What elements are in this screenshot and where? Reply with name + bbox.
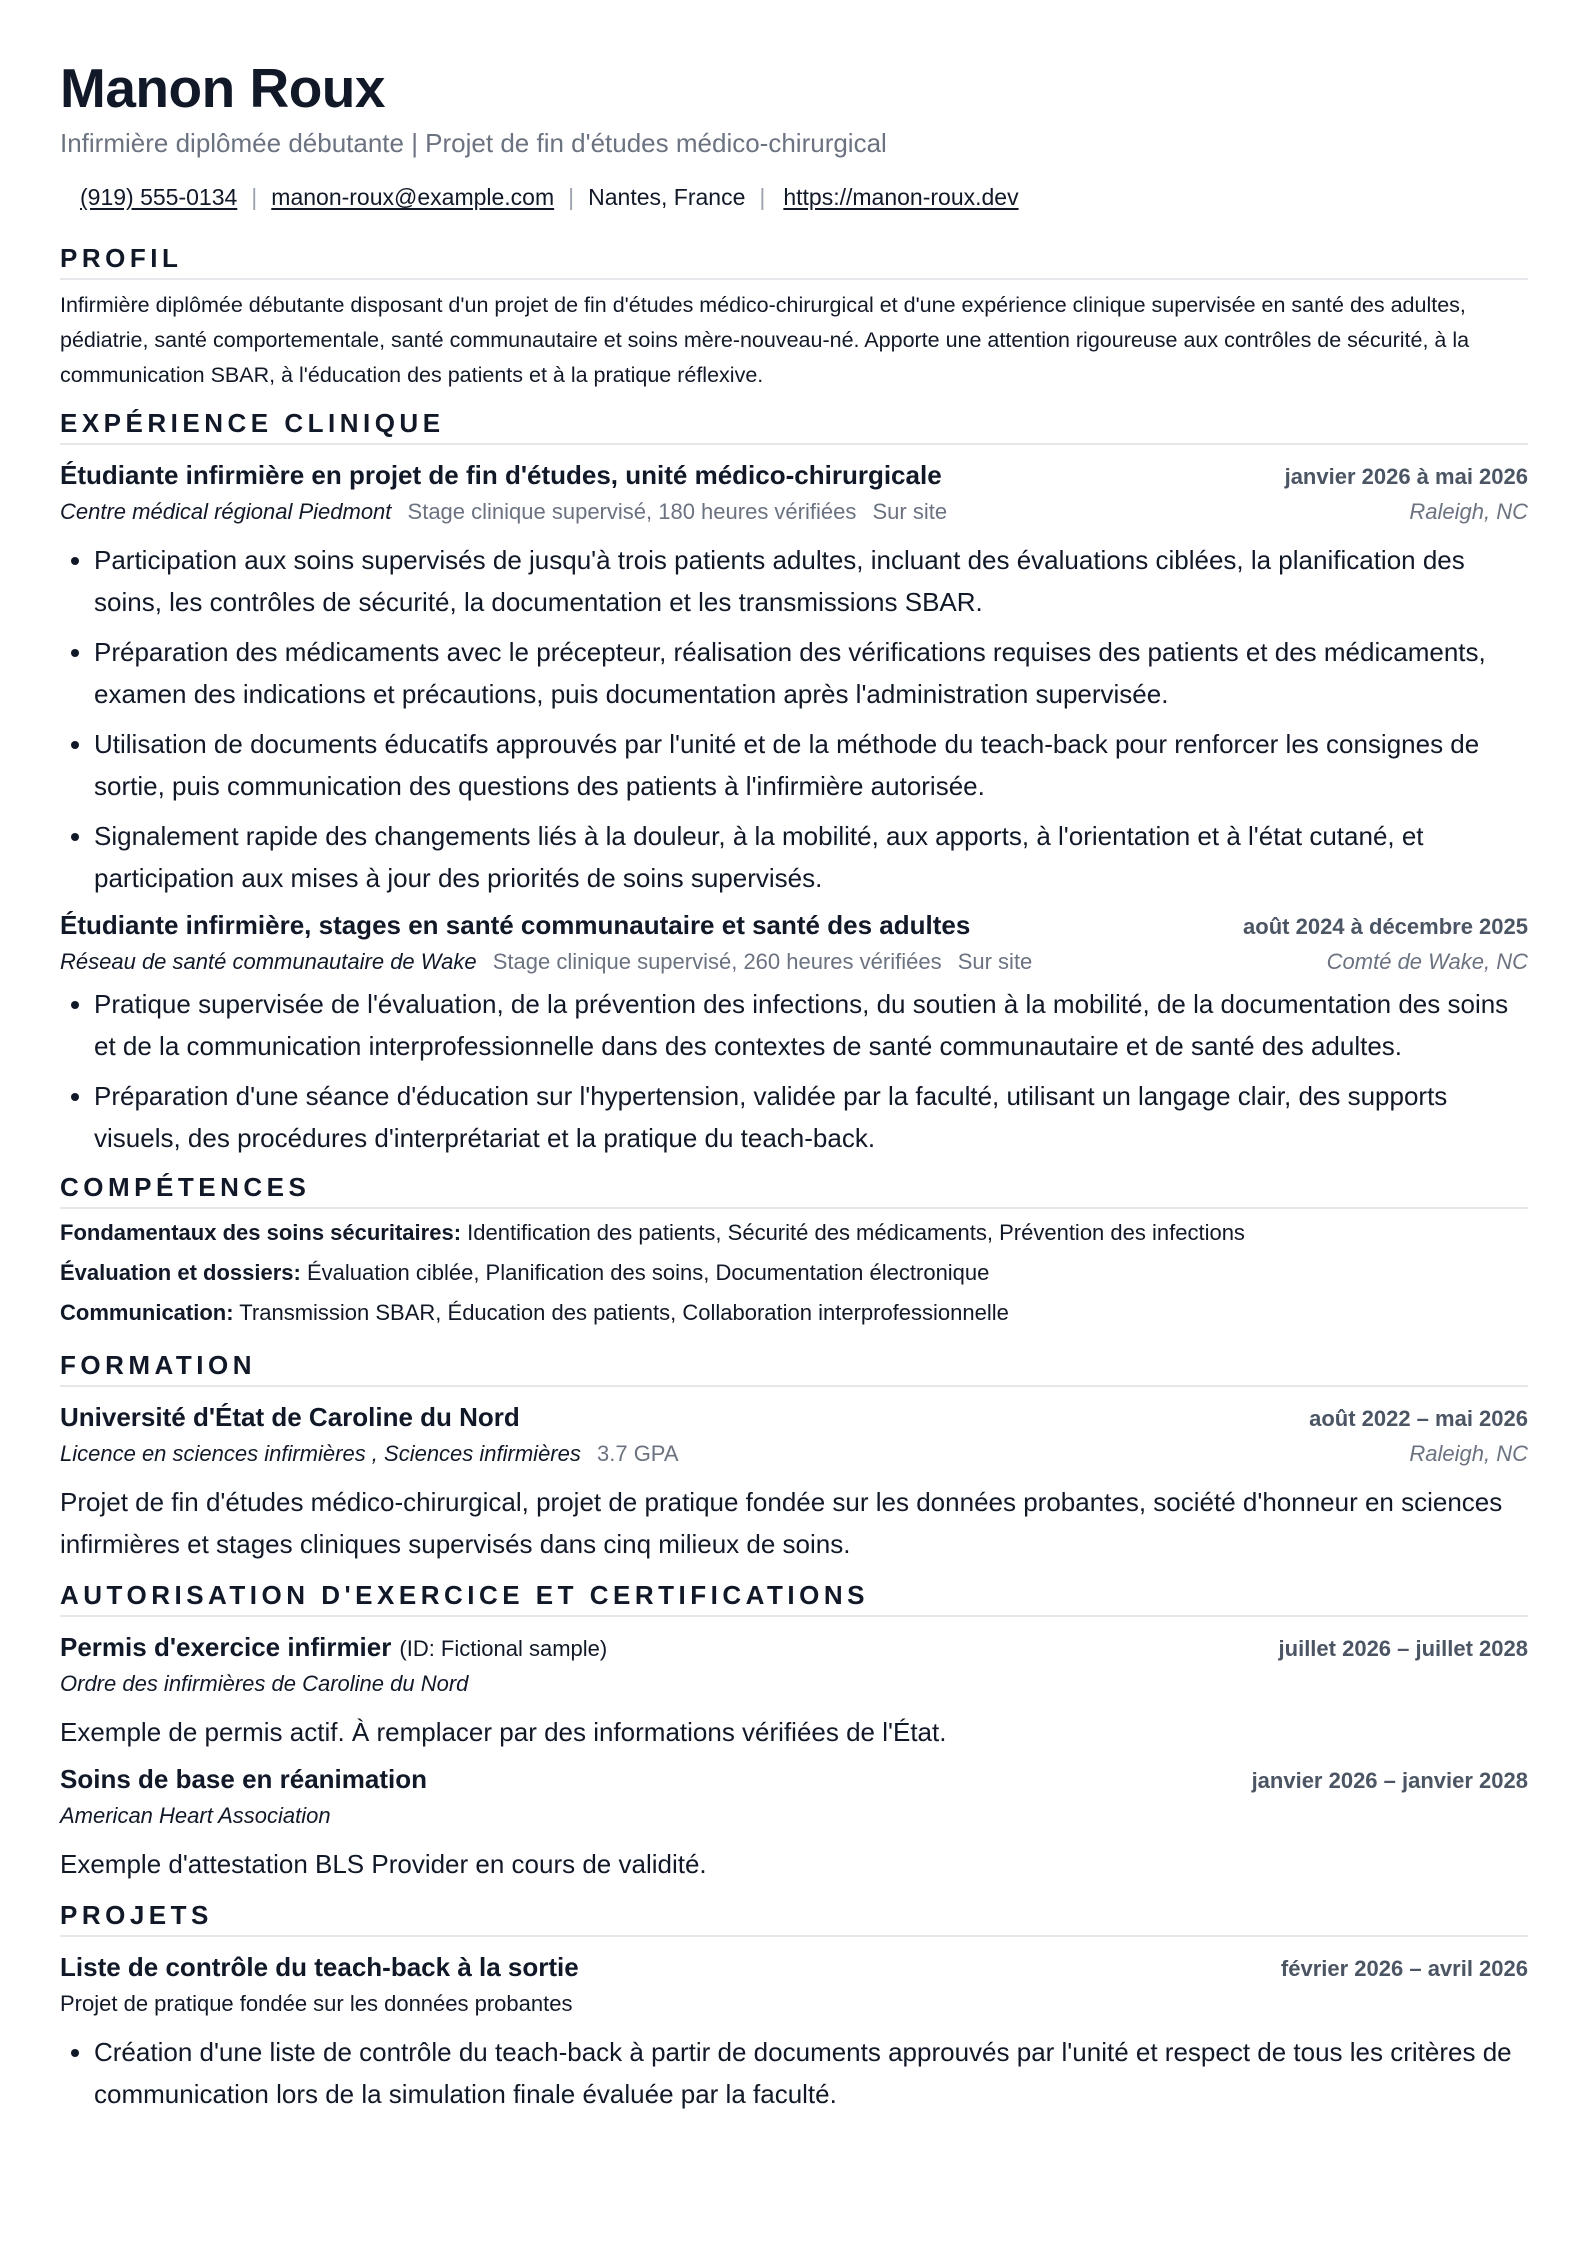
degree-line	[60, 1437, 679, 1471]
candidate-name: Manon Roux	[60, 57, 385, 119]
job-bullets	[60, 983, 1528, 1159]
experience-section	[60, 407, 1528, 1159]
job-org-line	[60, 495, 947, 529]
headline: Infirmière diplômée débutante | Projet de fin d'études médico-chirurgical	[60, 128, 887, 158]
profile-section	[60, 242, 1528, 393]
education-entry	[60, 1399, 1528, 1565]
job-mode: Sur site	[872, 499, 948, 524]
certification-name: Soins de base en réanimation	[60, 1764, 427, 1794]
section-title: EXPÉRIENCE CLINIQUE	[60, 407, 1528, 445]
list-item: • Signalement rapide des changements liés à la douleur, à la mobilité, aux apports, à l'orientation et à l'état cutané, et participation aux mises à jour des priorités de soins supervisés.	[94, 815, 1528, 899]
job-org: Réseau de santé communautaire de Wake	[60, 949, 477, 974]
experience-entry	[60, 907, 1528, 1159]
skill-group-items: Identification des patients, Sécurité des médicaments, Prévention des infections	[467, 1220, 1245, 1245]
section-title: PROFIL	[60, 242, 1528, 280]
certification-issuer: American Heart Association	[60, 1803, 331, 1828]
job-title: Étudiante infirmière, stages en santé communautaire et santé des adultes	[60, 910, 971, 940]
skill-group-label: Fondamentaux des soins sécuritaires:	[60, 1220, 462, 1245]
profile-text: Infirmière diplômée débutante disposant d'un projet de fin d'études médico-chirurgical et d'une expérience clinique supervisée en santé des adultes, pédiatrie, santé comportementale, santé communautaire et soins mère-nouveau-né. Apporte une attention rigoureuse aux contrôles de sécurité, à la communication SBAR, à l'éducation des patients et à la pratique réflexive.	[60, 293, 1470, 387]
certification-description: Exemple d'attestation BLS Provider en cours de validité.	[60, 1849, 707, 1879]
website-link[interactable]: https://manon-roux.dev	[783, 184, 1019, 210]
contact-separator: |	[759, 184, 766, 210]
contact-separator: |	[251, 184, 258, 210]
job-location: Raleigh, NC	[1409, 499, 1528, 524]
education-section	[60, 1349, 1528, 1565]
contact-bar	[60, 182, 1528, 212]
education-location: Raleigh, NC	[1409, 1441, 1528, 1466]
certification-entry	[60, 1761, 1528, 1885]
section-title: AUTORISATION D'EXERCICE ET CERTIFICATIONS	[60, 1579, 1528, 1617]
project-name: Liste de contrôle du teach-back à la sortie	[60, 1952, 579, 1982]
skill-group	[60, 1293, 1528, 1333]
skills-list	[60, 1213, 1528, 1333]
education-description: Projet de fin d'études médico-chirurgical, projet de pratique fondée sur les données probantes, société d'honneur en sciences infirmières et stages cliniques supervisés dans cinq milieux de soins.	[60, 1487, 1503, 1559]
skill-group-items: Évaluation ciblée, Planification des soins, Documentation électronique	[306, 1260, 990, 1285]
list-item: • Participation aux soins supervisés de jusqu'à trois patients adultes, incluant des évaluations ciblées, la planification des soins, les contrôles de sécurité, la documentation et les transmissions SBAR.	[94, 539, 1528, 623]
skill-group	[60, 1213, 1528, 1253]
certification-id: (ID: Fictional sample)	[399, 1636, 608, 1661]
job-detail: Stage clinique supervisé, 180 heures vérifiées	[407, 499, 857, 524]
job-bullets	[60, 539, 1528, 899]
skill-group-items: Transmission SBAR, Éducation des patients, Collaboration interprofessionnelle	[239, 1300, 1009, 1325]
job-dates: août 2024 à décembre 2025	[1243, 914, 1528, 939]
project-dates: février 2026 – avril 2026	[1280, 1956, 1528, 1981]
job-mode: Sur site	[957, 949, 1033, 974]
certification-entry	[60, 1629, 1528, 1753]
job-org: Centre médical régional Piedmont	[60, 499, 392, 524]
list-item: • Préparation des médicaments avec le précepteur, réalisation des vérifications requises des patients et des médicaments, examen des indications et précautions, puis documentation après l'administration supervisée.	[94, 631, 1528, 715]
project-bullets	[60, 2031, 1528, 2115]
skill-group-label: Évaluation et dossiers:	[60, 1260, 301, 1285]
project-entry	[60, 1949, 1528, 2115]
project-subtitle: Projet de pratique fondée sur les données probantes	[60, 1991, 573, 2016]
skill-group	[60, 1253, 1528, 1293]
section-title: COMPÉTENCES	[60, 1171, 1528, 1209]
certifications-section	[60, 1579, 1528, 1885]
skills-section	[60, 1171, 1528, 1333]
list-item: • Utilisation de documents éducatifs approuvés par l'unité et de la méthode du teach-back pour renforcer les consignes de sortie, puis communication des questions des patients à l'infirmière autorisée.	[94, 723, 1528, 807]
phone-link[interactable]: (919) 555-0134	[80, 184, 238, 210]
certification-description: Exemple de permis actif. À remplacer par des informations vérifiées de l'État.	[60, 1717, 947, 1747]
list-item: • Pratique supervisée de l'évaluation, de la prévention des infections, du soutien à la mobilité, de la documentation des soins et de la communication interprofessionnelle dans des contextes de santé communautaire et de santé des adultes.	[94, 983, 1528, 1067]
gpa: 3.7 GPA	[597, 1441, 679, 1466]
projects-section	[60, 1899, 1528, 2115]
school-name: Université d'État de Caroline du Nord	[60, 1402, 520, 1432]
job-location: Comté de Wake, NC	[1326, 949, 1528, 974]
certification-dates: janvier 2026 – janvier 2028	[1251, 1768, 1528, 1793]
list-item: • Création d'une liste de contrôle du teach-back à partir de documents approuvés par l'unité et respect de tous les critères de communication lors de la simulation finale évaluée par la faculté.	[94, 2031, 1528, 2115]
experience-entry	[60, 457, 1528, 899]
section-title: FORMATION	[60, 1349, 1528, 1387]
certification-dates: juillet 2026 – juillet 2028	[1278, 1636, 1528, 1661]
degree: Licence en sciences infirmières , Sciences infirmières	[60, 1441, 581, 1466]
section-title: PROJETS	[60, 1899, 1528, 1937]
job-title: Étudiante infirmière en projet de fin d'études, unité médico-chirurgicale	[60, 460, 942, 490]
job-detail: Stage clinique supervisé, 260 heures vérifiées	[492, 949, 942, 974]
certification-name-line	[60, 1629, 607, 1667]
education-dates: août 2022 – mai 2026	[1309, 1406, 1528, 1431]
job-org-line	[60, 945, 1032, 979]
certification-issuer: Ordre des infirmières de Caroline du Nord	[60, 1671, 469, 1696]
contact-separator: |	[568, 184, 575, 210]
job-dates: janvier 2026 à mai 2026	[1284, 464, 1528, 489]
location-text: Nantes, France	[588, 184, 746, 210]
skill-group-label: Communication:	[60, 1300, 234, 1325]
email-link[interactable]: manon-roux@example.com	[271, 184, 555, 210]
certification-name: Permis d'exercice infirmier	[60, 1632, 392, 1662]
list-item: • Préparation d'une séance d'éducation sur l'hypertension, validée par la faculté, utilisant un langage clair, des supports visuels, des procédures d'interprétariat et la pratique du teach-back.	[94, 1075, 1528, 1159]
